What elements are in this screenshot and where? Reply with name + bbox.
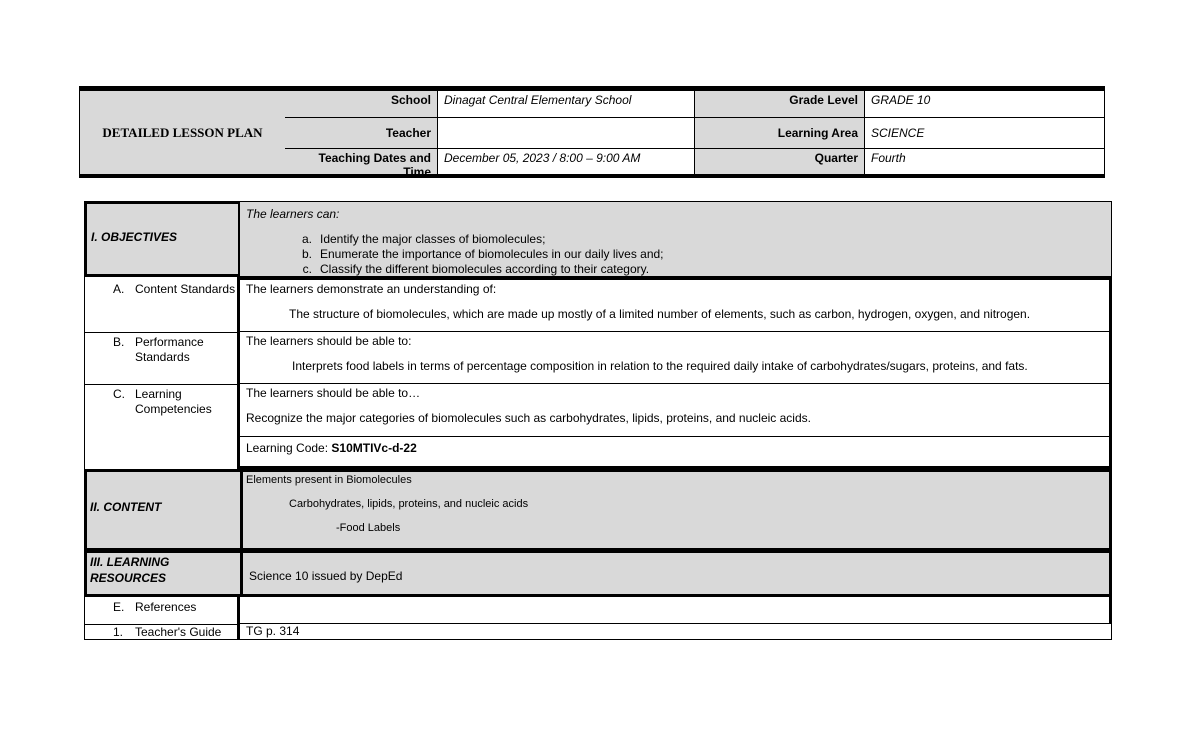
performance-standards-label-1: Performance xyxy=(135,335,204,349)
learning-competencies-line1: The learners should be able to… xyxy=(246,386,421,400)
teaching-dates-label: Teaching Dates and Time xyxy=(285,149,438,174)
content-content-cell xyxy=(240,472,1109,548)
quarter-value: Fourth xyxy=(865,149,1104,174)
references-marker: E. xyxy=(113,600,125,614)
content-line3: -Food Labels xyxy=(336,522,401,534)
content-row xyxy=(84,469,1112,551)
references-content-cell xyxy=(240,597,1112,624)
learning-competencies-label-1: Learning xyxy=(135,387,182,401)
content-standards-marker: A. xyxy=(113,282,125,296)
content-standards-line1: The learners demonstrate an understanding of: xyxy=(246,282,497,296)
teachers-guide-row xyxy=(84,624,1112,640)
learning-area-label: Learning Area xyxy=(695,118,865,149)
teachers-guide-value: TG p. 314 xyxy=(246,624,300,638)
learning-competencies-label-2: Competencies xyxy=(135,402,212,416)
objectives-content-cell xyxy=(240,201,1112,277)
lesson-plan-table xyxy=(84,201,1112,641)
learning-resources-row xyxy=(84,550,1112,597)
teachers-guide-label: Teacher's Guide xyxy=(135,625,222,639)
document-title: DETAILED LESSON PLAN xyxy=(80,91,286,174)
learning-competencies-row xyxy=(84,384,1112,469)
performance-standards-line1: The learners should be able to: xyxy=(246,334,412,348)
content-standards-content-cell xyxy=(240,277,1112,332)
objective-item: a. Identify the major classes of biomolecules; xyxy=(301,232,546,246)
teaching-dates-value: December 05, 2023 / 8:00 – 9:00 AM xyxy=(438,149,695,174)
objective-item: c. Classify the different biomolecules according to their category. xyxy=(302,262,650,276)
learning-competencies-line2: Recognize the major categories of biomolecules such as carbohydrates, lipids, proteins, and nucleic acids. xyxy=(246,411,811,425)
teacher-label: Teacher xyxy=(285,118,438,149)
learning-code-divider xyxy=(240,436,1109,437)
references-label-cell xyxy=(84,597,240,624)
content-standards-row xyxy=(84,277,1112,332)
teachers-guide-label-cell xyxy=(84,624,240,639)
school-label: School xyxy=(285,91,438,118)
teachers-guide-marker: 1. xyxy=(113,625,124,639)
content-line1: Elements present in Biomolecules xyxy=(246,474,412,486)
learning-competencies-label-cell xyxy=(84,384,240,469)
content-standards-label: Content Standards xyxy=(135,282,236,296)
performance-standards-label-2: Standards xyxy=(135,350,190,364)
content-title: II. CONTENT xyxy=(90,500,162,514)
objectives-list xyxy=(270,232,664,277)
header-table xyxy=(79,86,1105,178)
objective-item: b. Enumerate the importance of biomolecules in our daily lives and; xyxy=(301,247,664,261)
objectives-intro: The learners can: xyxy=(246,207,340,221)
teachers-guide-content-cell xyxy=(240,624,1112,639)
performance-standards-label-cell xyxy=(84,332,240,384)
learning-competencies-marker: C. xyxy=(113,387,125,401)
grade-level-value: GRADE 10 xyxy=(865,91,1104,118)
learning-resources-title: III. LEARNING RESOURCES xyxy=(90,555,170,585)
performance-standards-marker: B. xyxy=(113,335,125,349)
performance-standards-row xyxy=(84,332,1112,384)
learning-area-value: SCIENCE xyxy=(865,118,1104,149)
grade-level-label: Grade Level xyxy=(695,91,865,118)
performance-standards-content-cell xyxy=(240,332,1112,384)
content-standards-line2: The structure of biomolecules, which are made up mostly of a limited number of elements, such as carbon, hydrogen, oxygen, and nitrogen. xyxy=(289,307,1031,321)
learning-code: Learning Code: S10MTIVc-d-22 xyxy=(246,441,417,455)
school-value: Dinagat Central Elementary School xyxy=(438,91,695,118)
objectives-title: I. OBJECTIVES xyxy=(91,230,178,244)
learning-resources-title-cell xyxy=(87,553,243,594)
learning-resources-content-cell xyxy=(240,553,1109,594)
quarter-label: Quarter xyxy=(695,149,865,174)
objectives-title-cell xyxy=(84,201,240,277)
references-label: References xyxy=(135,600,197,614)
learning-resources-value: Science 10 issued by DepEd xyxy=(249,569,403,583)
performance-standards-line2: Interprets food labels in terms of percentage composition in relation to the required daily intake of carbohydrates/sugars, proteins, and fats. xyxy=(292,359,1028,373)
objectives-row xyxy=(84,201,1112,277)
content-title-cell xyxy=(87,472,243,548)
content-standards-label-cell xyxy=(84,277,240,332)
content-line2: Carbohydrates, lipids, proteins, and nucleic acids xyxy=(289,498,529,510)
teacher-value xyxy=(438,118,695,149)
learning-competencies-content-cell xyxy=(240,384,1112,469)
references-row xyxy=(84,597,1112,624)
